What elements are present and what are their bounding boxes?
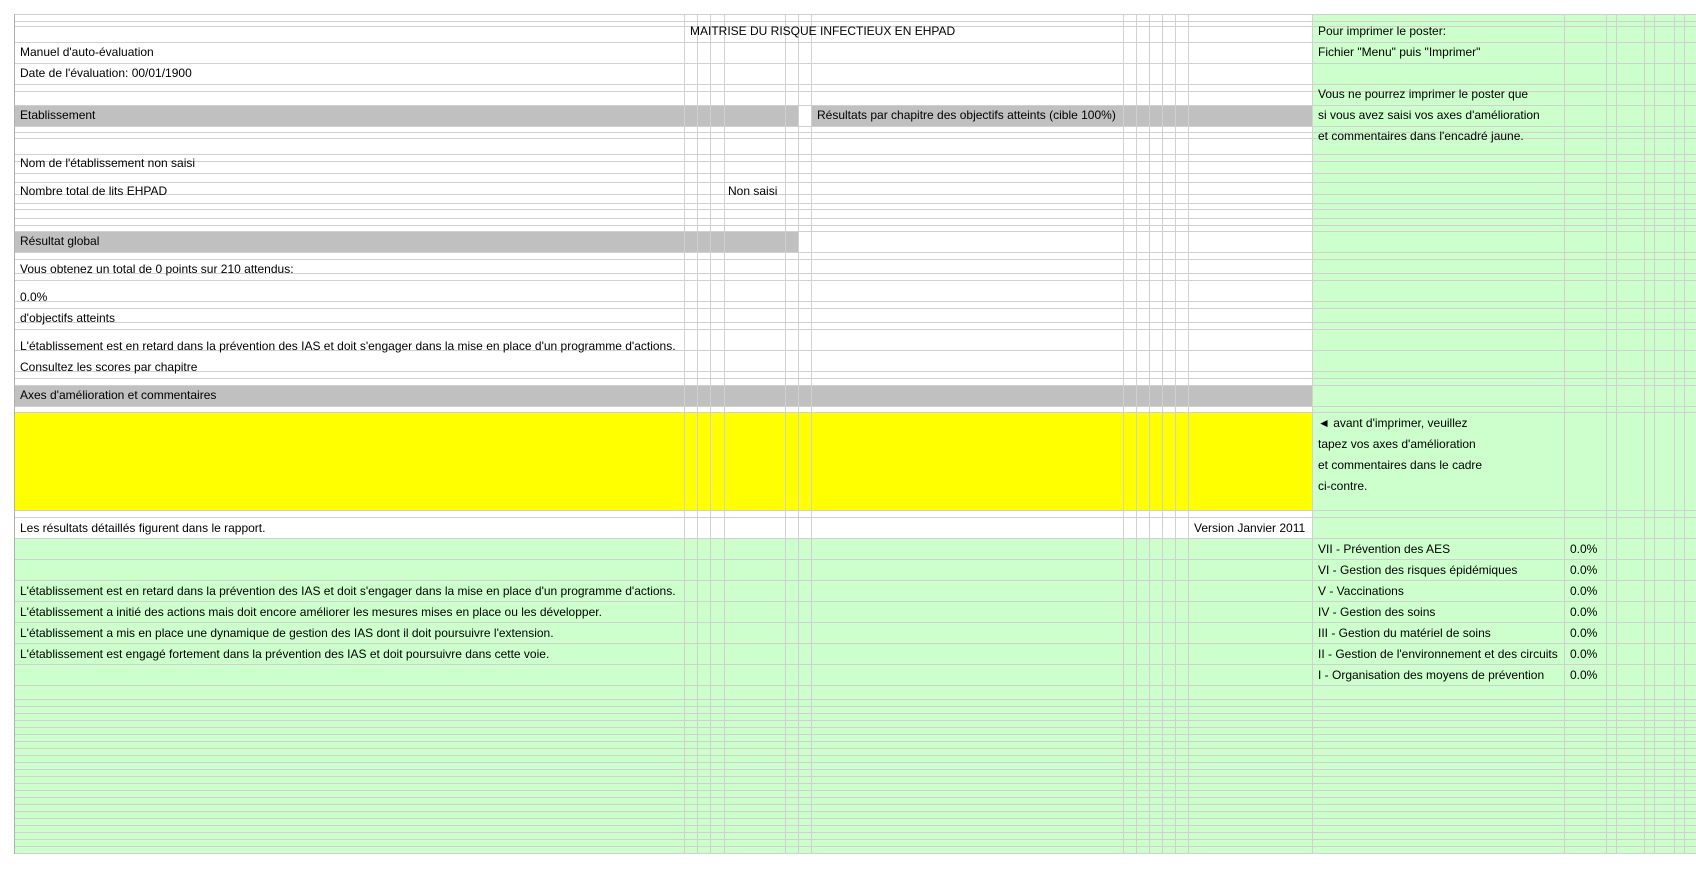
grid-column-line (1644, 14, 1645, 854)
chapter-value-iii: 0.0% (1570, 626, 1598, 640)
grid-column-line (1175, 14, 1176, 854)
grid-row-line (14, 517, 1696, 518)
grid-row-line (14, 706, 1696, 707)
chapter-value-iv: 0.0% (1570, 605, 1598, 619)
grid-row-line (14, 741, 1696, 742)
print-help-line-5: et commentaires dans l'encadré jaune. (1318, 129, 1524, 143)
grid-row-line (14, 853, 1696, 854)
global-consult: Consultez les scores par chapitre (20, 360, 198, 374)
grid-row-line (14, 776, 1696, 777)
etablissement-header-bar (14, 105, 798, 126)
global-verdict: L'établissement est en retard dans la prévention des IAS et doit s'engager dans la mise en place d'un programme d'actions. (20, 339, 676, 353)
grid-row-line (14, 510, 1696, 511)
chapter-label-vii: VII - Prévention des AES (1318, 542, 1451, 556)
global-header-bar (14, 231, 798, 252)
grid-row-line (14, 559, 1696, 560)
grid-row-line (14, 727, 1696, 728)
grid-row-line (14, 105, 1696, 106)
grid-row-line (14, 173, 1696, 174)
print-help-line-2: Fichier "Menu" puis "Imprimer" (1318, 45, 1481, 59)
grid-row-line (14, 161, 1696, 162)
grid-column-line (1123, 14, 1124, 854)
grid-row-line (14, 203, 1696, 204)
global-objectives: d'objectifs atteints (20, 311, 116, 325)
grid-row-line (14, 755, 1696, 756)
beds-label: Nombre total de lits EHPAD (20, 184, 168, 198)
comments-input-box[interactable] (14, 412, 1312, 510)
chapter-label-iii: III - Gestion du matériel de soins (1318, 626, 1491, 640)
grid-row-line (14, 225, 1696, 226)
grid-row-line (14, 21, 1696, 22)
grid-row-line (14, 713, 1696, 714)
grid-column-line (1564, 14, 1565, 854)
grid-column-line (724, 14, 725, 854)
grid-row-line (14, 601, 1696, 602)
chapter-results-header: Résultats par chapitre des objectifs atteints (cible 100%) (817, 108, 1116, 122)
verdict-level-4: L'établissement est engagé fortement dans la prévention des IAS et doit poursuivre dans cette voie. (20, 647, 550, 661)
print-help-line-4: si vous avez saisi vos axes d'amélioration (1318, 108, 1540, 122)
axes-instruction-2: tapez vos axes d'amélioration (1318, 437, 1476, 451)
grid-row-line (14, 699, 1696, 700)
grid-row-line (14, 818, 1696, 819)
grid-column-line (1654, 14, 1655, 854)
grid-row-line (14, 734, 1696, 735)
global-percent: 0.0% (20, 290, 48, 304)
grid-column-line (697, 14, 698, 854)
evaluation-date: Date de l'évaluation: 00/01/1900 (20, 66, 192, 80)
verdict-level-2: L'établissement a initié des actions mais doit encore améliorer les mesures mises en place ou les développer. (20, 605, 602, 619)
chapter-label-iv: IV - Gestion des soins (1318, 605, 1436, 619)
print-help-line-1: Pour imprimer le poster: (1318, 24, 1447, 38)
axes-instruction-3: et commentaires dans le cadre (1318, 458, 1483, 472)
chapter-value-vi: 0.0% (1570, 563, 1598, 577)
grid-row-line (14, 280, 1696, 281)
verdict-level-3: L'établissement a mis en place une dynamique de gestion des IAS dont il doit poursuivre l'extension. (20, 626, 554, 640)
grid-row-line (14, 748, 1696, 749)
grid-row-line (14, 762, 1696, 763)
grid-row-line (14, 218, 1696, 219)
grid-row-line (14, 783, 1696, 784)
grid-row-line (14, 643, 1696, 644)
grid-row-line (14, 769, 1696, 770)
grid-row-line (14, 790, 1696, 791)
grid-row-line (14, 14, 1696, 15)
chapter-label-ii: II - Gestion de l'environnement et des circuits (1318, 647, 1558, 661)
chapter-label-i: I - Organisation des moyens de prévention (1318, 668, 1545, 682)
grid-row-line (14, 622, 1696, 623)
chapter-label-v: V - Vaccinations (1318, 584, 1404, 598)
grid-row-line (14, 371, 1696, 372)
grid-row-line (14, 209, 1696, 210)
page-subtitle: Manuel d'auto-évaluation (20, 45, 154, 59)
grid-row-line (14, 378, 1696, 379)
grid-row-line (14, 580, 1696, 581)
grid-row-line (14, 538, 1696, 539)
chapter-label-vi: VI - Gestion des risques épidémiques (1318, 563, 1518, 577)
grid-column-line (1188, 14, 1189, 854)
beds-value: Non saisi (728, 184, 778, 198)
axes-instruction-4: ci-contre. (1318, 479, 1368, 493)
grid-row-line (14, 825, 1696, 826)
chapter-value-vii: 0.0% (1570, 542, 1598, 556)
grid-row-line (14, 329, 1696, 330)
grid-row-line (14, 797, 1696, 798)
grid-row-line (14, 63, 1696, 64)
grid-row-line (14, 42, 1696, 43)
grid-row-line (14, 804, 1696, 805)
grid-column-line (1162, 14, 1163, 854)
etablissement-header: Etablissement (20, 108, 96, 122)
print-help-line-3: Vous ne pourrez imprimer le poster que (1318, 87, 1529, 101)
grid-row-line (14, 811, 1696, 812)
global-total: Vous obtenez un total de 0 points sur 210 attendus: (20, 262, 294, 276)
version-label: Version Janvier 2011 (1194, 521, 1306, 535)
sheet-border-left (14, 14, 15, 854)
grid-row-line (14, 259, 1696, 260)
grid-row-line (14, 839, 1696, 840)
grid-column-line (684, 14, 685, 854)
chapter-value-ii: 0.0% (1570, 647, 1598, 661)
grid-row-line (14, 194, 1696, 195)
chapter-value-i: 0.0% (1570, 668, 1598, 682)
grid-column-line (1149, 14, 1150, 854)
axes-instruction-1: ◄ avant d'imprimer, veuillez (1318, 416, 1468, 430)
axes-header: Axes d'amélioration et commentaires (20, 388, 217, 402)
grid-row-line (14, 126, 1696, 127)
details-note: Les résultats détaillés figurent dans le rapport. (20, 521, 266, 535)
global-header: Résultat global (20, 234, 100, 248)
grid-row-line (14, 832, 1696, 833)
chapter-value-v: 0.0% (1570, 584, 1598, 598)
grid-row-line (14, 231, 1696, 232)
grid-column-line (1674, 14, 1675, 854)
grid-column-line (1136, 14, 1137, 854)
grid-row-line (14, 685, 1696, 686)
grid-row-line (14, 720, 1696, 721)
grid-column-line (710, 14, 711, 854)
grid-row-line (14, 252, 1696, 253)
grid-row-line (14, 182, 1696, 183)
grid-row-line (14, 308, 1696, 309)
grid-row-line (14, 846, 1696, 847)
grid-row-line (14, 154, 1696, 155)
grid-row-line (14, 385, 1696, 386)
spreadsheet-grid (14, 14, 1696, 854)
grid-row-line (14, 406, 1696, 407)
grid-row-line (14, 301, 1696, 302)
grid-row-line (14, 664, 1696, 665)
grid-column-line (798, 14, 799, 854)
grid-column-line (1616, 14, 1617, 854)
grid-row-line (14, 412, 1696, 413)
page-title: MAITRISE DU RISQUE INFECTIEUX EN EHPAD (690, 24, 956, 38)
grid-row-line (14, 322, 1696, 323)
grid-column-line (1684, 14, 1685, 854)
verdict-level-1: L'établissement est en retard dans la prévention des IAS et doit s'engager dans la mise en place d'un programme d'actions. (20, 584, 676, 598)
grid-column-line (811, 14, 812, 854)
grid-column-line (785, 14, 786, 854)
grid-column-line (1312, 14, 1313, 854)
grid-column-line (1606, 14, 1607, 854)
grid-row-line (14, 84, 1696, 85)
etablissement-name: Nom de l'établissement non saisi (20, 156, 196, 170)
